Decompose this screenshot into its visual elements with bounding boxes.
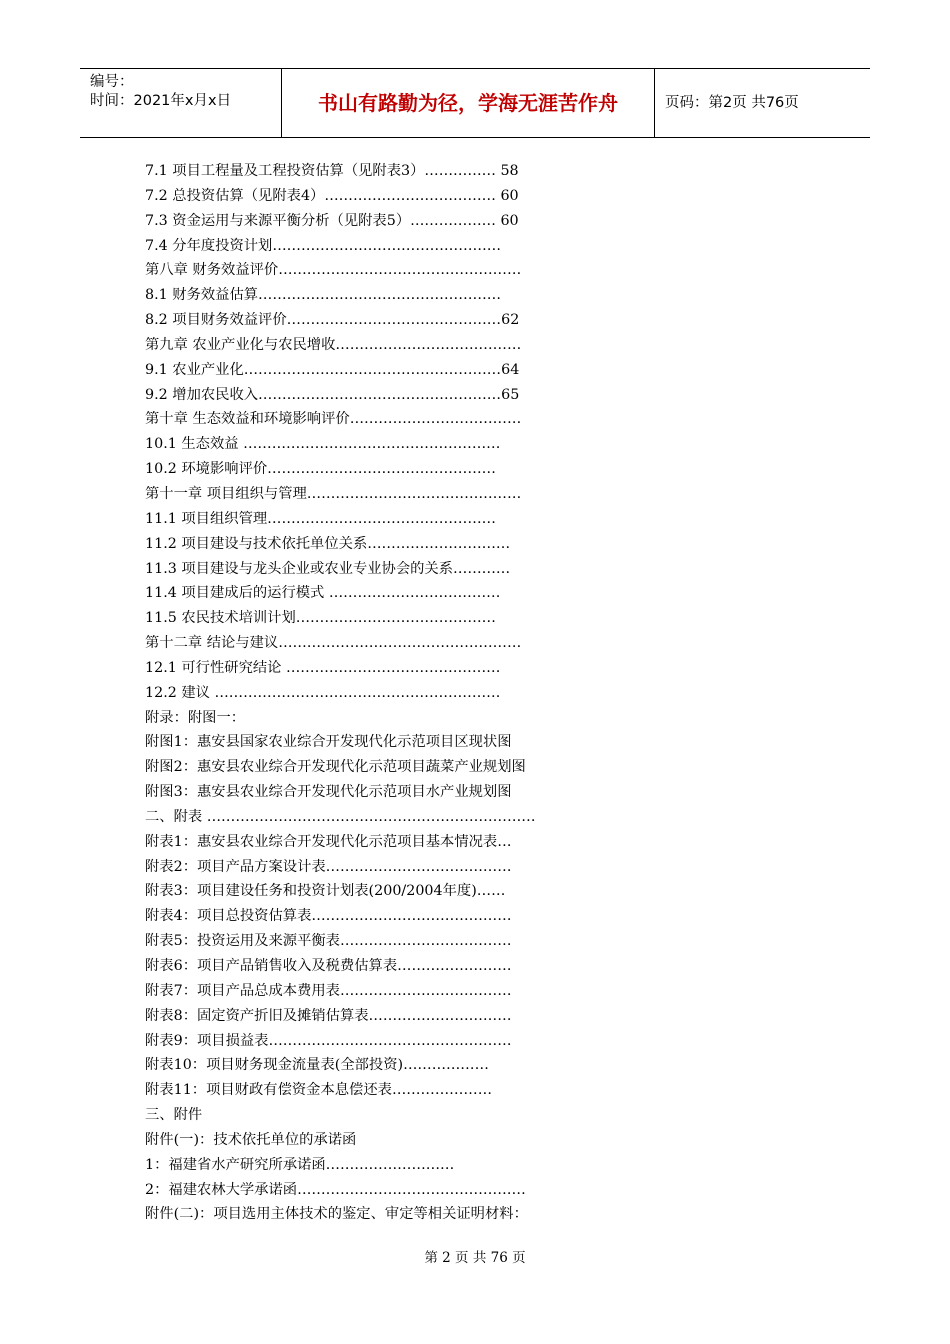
toc-entry: 9.2 增加农民收入……………………………………………65 [145, 386, 520, 403]
toc-entry: 11.4 项目建成后的运行模式 ……………………………… [145, 585, 501, 602]
toc-entry: 11.5 农民技术培训计划…………………………………… [145, 610, 496, 627]
toc-entry: 附件(一)：技术依托单位的承诺函 [145, 1131, 357, 1148]
toc-entry: 二、附表 …………………………………………………………… [145, 808, 536, 825]
toc-entry: 附表3：项目建设任务和投资计划表(200/2004年度)…… [145, 883, 506, 900]
toc-entry: 7.2 总投资估算（见附表4）……………………………… 60 [145, 187, 519, 204]
toc-entry: 8.2 项目财务效益评价………………………………………62 [145, 312, 520, 329]
header-meta [80, 69, 282, 137]
toc-entry: 7.3 资金运用与来源平衡分析（见附表5）……………… 60 [145, 212, 519, 229]
toc-entry: 附表9：项目损益表…………………………………………… [145, 1032, 512, 1049]
toc-entry: 10.1 生态效益 ……………………………………………… [145, 436, 501, 453]
toc-entry: 7.4 分年度投资计划………………………………………… [145, 237, 502, 254]
document-number-label: 编号： [90, 74, 134, 90]
toc-entry: 附表1：惠安县农业综合开发现代化示范项目基本情况表… [145, 833, 512, 850]
toc-entry: 附件(二)：项目选用主体技术的鉴定、审定等相关证明材料： [145, 1206, 528, 1223]
toc-entry: 1：福建省水产研究所承诺函……………………… [145, 1156, 455, 1173]
toc-entry: 2：福建农林大学承诺函………………………………………… [145, 1181, 526, 1198]
toc-entry: 三、附件 [145, 1107, 203, 1124]
toc-entry: 附表10：项目财务现金流量表(全部投资)……………… [145, 1057, 489, 1074]
toc-entry: 11.1 项目组织管理………………………………………… [145, 510, 496, 527]
toc-entry: 11.2 项目建设与技术依托单位关系………………………… [145, 535, 511, 552]
toc-entry: 附图2：惠安县农业综合开发现代化示范项目蔬菜产业规划图 [145, 759, 526, 776]
toc-entry: 7.1 项目工程量及工程投资估算（见附表3）…………… 58 [145, 163, 519, 179]
toc-entry: 附录：附图一： [145, 709, 246, 726]
toc-entry: 第十二章 结论与建议…………………………………………… [145, 635, 522, 652]
table-of-contents [145, 159, 605, 1227]
toc-entry: 第十章 生态效益和环境影响评价……………………………… [145, 411, 522, 428]
toc-entry: 附表7：项目产品总成本费用表……………………………… [145, 982, 512, 999]
toc-entry: 附表5：投资运用及来源平衡表……………………………… [145, 933, 512, 950]
toc-entry: 附图3：惠安县农业综合开发现代化示范项目水产业规划图 [145, 784, 512, 801]
toc-entry: 附表11：项目财政有偿资金本息偿还表………………… [145, 1082, 493, 1099]
header-motto: 书山有路勤为径，学海无涯苦作舟 [282, 69, 655, 137]
toc-entry: 12.2 建议 …………………………………………………… [145, 684, 501, 701]
toc-entry: 附表8：固定资产折旧及摊销估算表………………………… [145, 1007, 512, 1024]
toc-entry: 8.1 财务效益估算…………………………………………… [145, 287, 502, 304]
page-footer [0, 1246, 950, 1266]
toc-entry: 附表4：项目总投资估算表…………………………………… [145, 908, 512, 925]
toc-entry: 11.3 项目建设与龙头企业或农业专业协会的关系………… [145, 560, 511, 577]
header-page-info: 页码：第2页 共76页 [665, 95, 799, 111]
toc-entry: 附图1：惠安县国家农业综合开发现代化示范项目区现状图 [145, 734, 512, 751]
toc-entry: 10.2 环境影响评价………………………………………… [145, 461, 496, 478]
toc-entry: 第九章 农业产业化与农民增收………………………………… [145, 336, 522, 353]
toc-entry: 附表2：项目产品方案设计表………………………………… [145, 858, 512, 875]
document-time-label: 时间：2021年x月x日 [90, 93, 232, 109]
page-header [80, 68, 870, 138]
toc-entry: 第八章 财务效益评价…………………………………………… [145, 262, 522, 279]
toc-entry: 12.1 可行性研究结论 ……………………………………… [145, 659, 501, 676]
footer-page-number: 第 2 页 共 76 页 [424, 1250, 526, 1266]
toc-entry: 9.1 农业产业化………………………………………………64 [145, 361, 520, 378]
toc-entry: 第十一章 项目组织与管理……………………………………… [145, 485, 522, 502]
toc-entry: 附表6：项目产品销售收入及税费估算表…………………… [145, 958, 512, 974]
